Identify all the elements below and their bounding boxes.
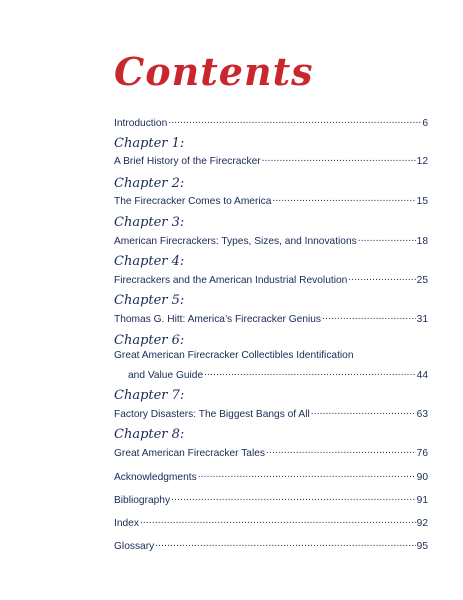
toc-entry-label: American Firecrackers: Types, Sizes, and Innovations <box>114 236 357 247</box>
dot-leader <box>266 444 416 456</box>
toc-entry-glossary[interactable] <box>114 537 428 554</box>
toc-page-number: 44 <box>416 370 428 381</box>
toc-entry-label: Thomas G. Hitt: America’s Firecracker Genius <box>114 314 322 325</box>
toc-entry-label: Index <box>114 518 139 529</box>
toc-entry-label: Acknowledgments <box>114 472 197 483</box>
dot-leader <box>311 405 416 417</box>
toc-page-number: 25 <box>416 275 428 286</box>
toc-entry-label: Bibliography <box>114 495 171 506</box>
dot-leader <box>155 537 415 549</box>
dot-leader <box>272 192 415 204</box>
chapter-heading: Chapter 1: <box>114 136 185 151</box>
toc-entry-introduction[interactable] <box>114 114 428 131</box>
toc-entry-chapter-7[interactable] <box>114 405 428 422</box>
toc-entry-index[interactable] <box>114 514 428 531</box>
toc-page-number: 92 <box>416 518 428 529</box>
toc-entry-chapter-6-line1[interactable]: Great American Firecracker Collectibles Identification <box>114 350 354 361</box>
toc-entry-label: The Firecracker Comes to America <box>114 196 272 207</box>
chapter-heading: Chapter 4: <box>114 254 185 269</box>
toc-page-number: 18 <box>416 236 428 247</box>
toc-entry-chapter-2[interactable] <box>114 192 428 209</box>
toc-entry-acknowledgments[interactable] <box>114 468 428 485</box>
dot-leader <box>171 491 416 503</box>
chapter-heading: Chapter 3: <box>114 215 185 230</box>
toc-page-number: 63 <box>416 409 428 420</box>
chapter-heading: Chapter 2: <box>114 176 185 191</box>
chapter-heading: Chapter 8: <box>114 427 185 442</box>
toc-entry-label: Factory Disasters: The Biggest Bangs of All <box>114 409 310 420</box>
toc-entry-chapter-4[interactable] <box>114 271 428 288</box>
dot-leader <box>358 232 416 244</box>
toc-page-number: 91 <box>416 495 428 506</box>
toc-entry-chapter-3[interactable] <box>114 232 428 249</box>
dot-leader <box>168 114 421 126</box>
toc-page-number: 15 <box>416 196 428 207</box>
toc-entry-chapter-8[interactable] <box>114 444 428 461</box>
toc-page-number: 31 <box>416 314 428 325</box>
chapter-heading: Chapter 7: <box>114 388 185 403</box>
dot-leader <box>262 152 416 164</box>
toc-page-number: 90 <box>416 472 428 483</box>
toc-entry-bibliography[interactable] <box>114 491 428 508</box>
toc-entry-label: Great American Firecracker Tales <box>114 448 265 459</box>
toc-entry-label: and Value Guide <box>128 370 204 381</box>
toc-entry-chapter-6[interactable] <box>114 366 428 383</box>
toc-entry-chapter-5[interactable] <box>114 310 428 327</box>
toc-entry-label: Glossary <box>114 541 155 552</box>
toc-page-number: 6 <box>422 118 428 129</box>
chapter-heading: Chapter 6: <box>114 333 185 348</box>
toc-entry-chapter-1[interactable] <box>114 152 428 169</box>
toc-entry-label: A Brief History of the Firecracker <box>114 156 261 167</box>
dot-leader <box>140 514 416 526</box>
toc-entry-label: Introduction <box>114 118 168 129</box>
toc-page-number: 12 <box>416 156 428 167</box>
chapter-heading: Chapter 5: <box>114 293 185 308</box>
dot-leader <box>348 271 415 283</box>
toc-page-number: 76 <box>416 448 428 459</box>
dot-leader <box>204 366 416 378</box>
dot-leader <box>322 310 416 322</box>
page-title: Contents <box>114 49 314 94</box>
dot-leader <box>198 468 416 480</box>
toc-entry-label: Firecrackers and the American Industrial Revolution <box>114 275 348 286</box>
toc-page-number: 95 <box>416 541 428 552</box>
